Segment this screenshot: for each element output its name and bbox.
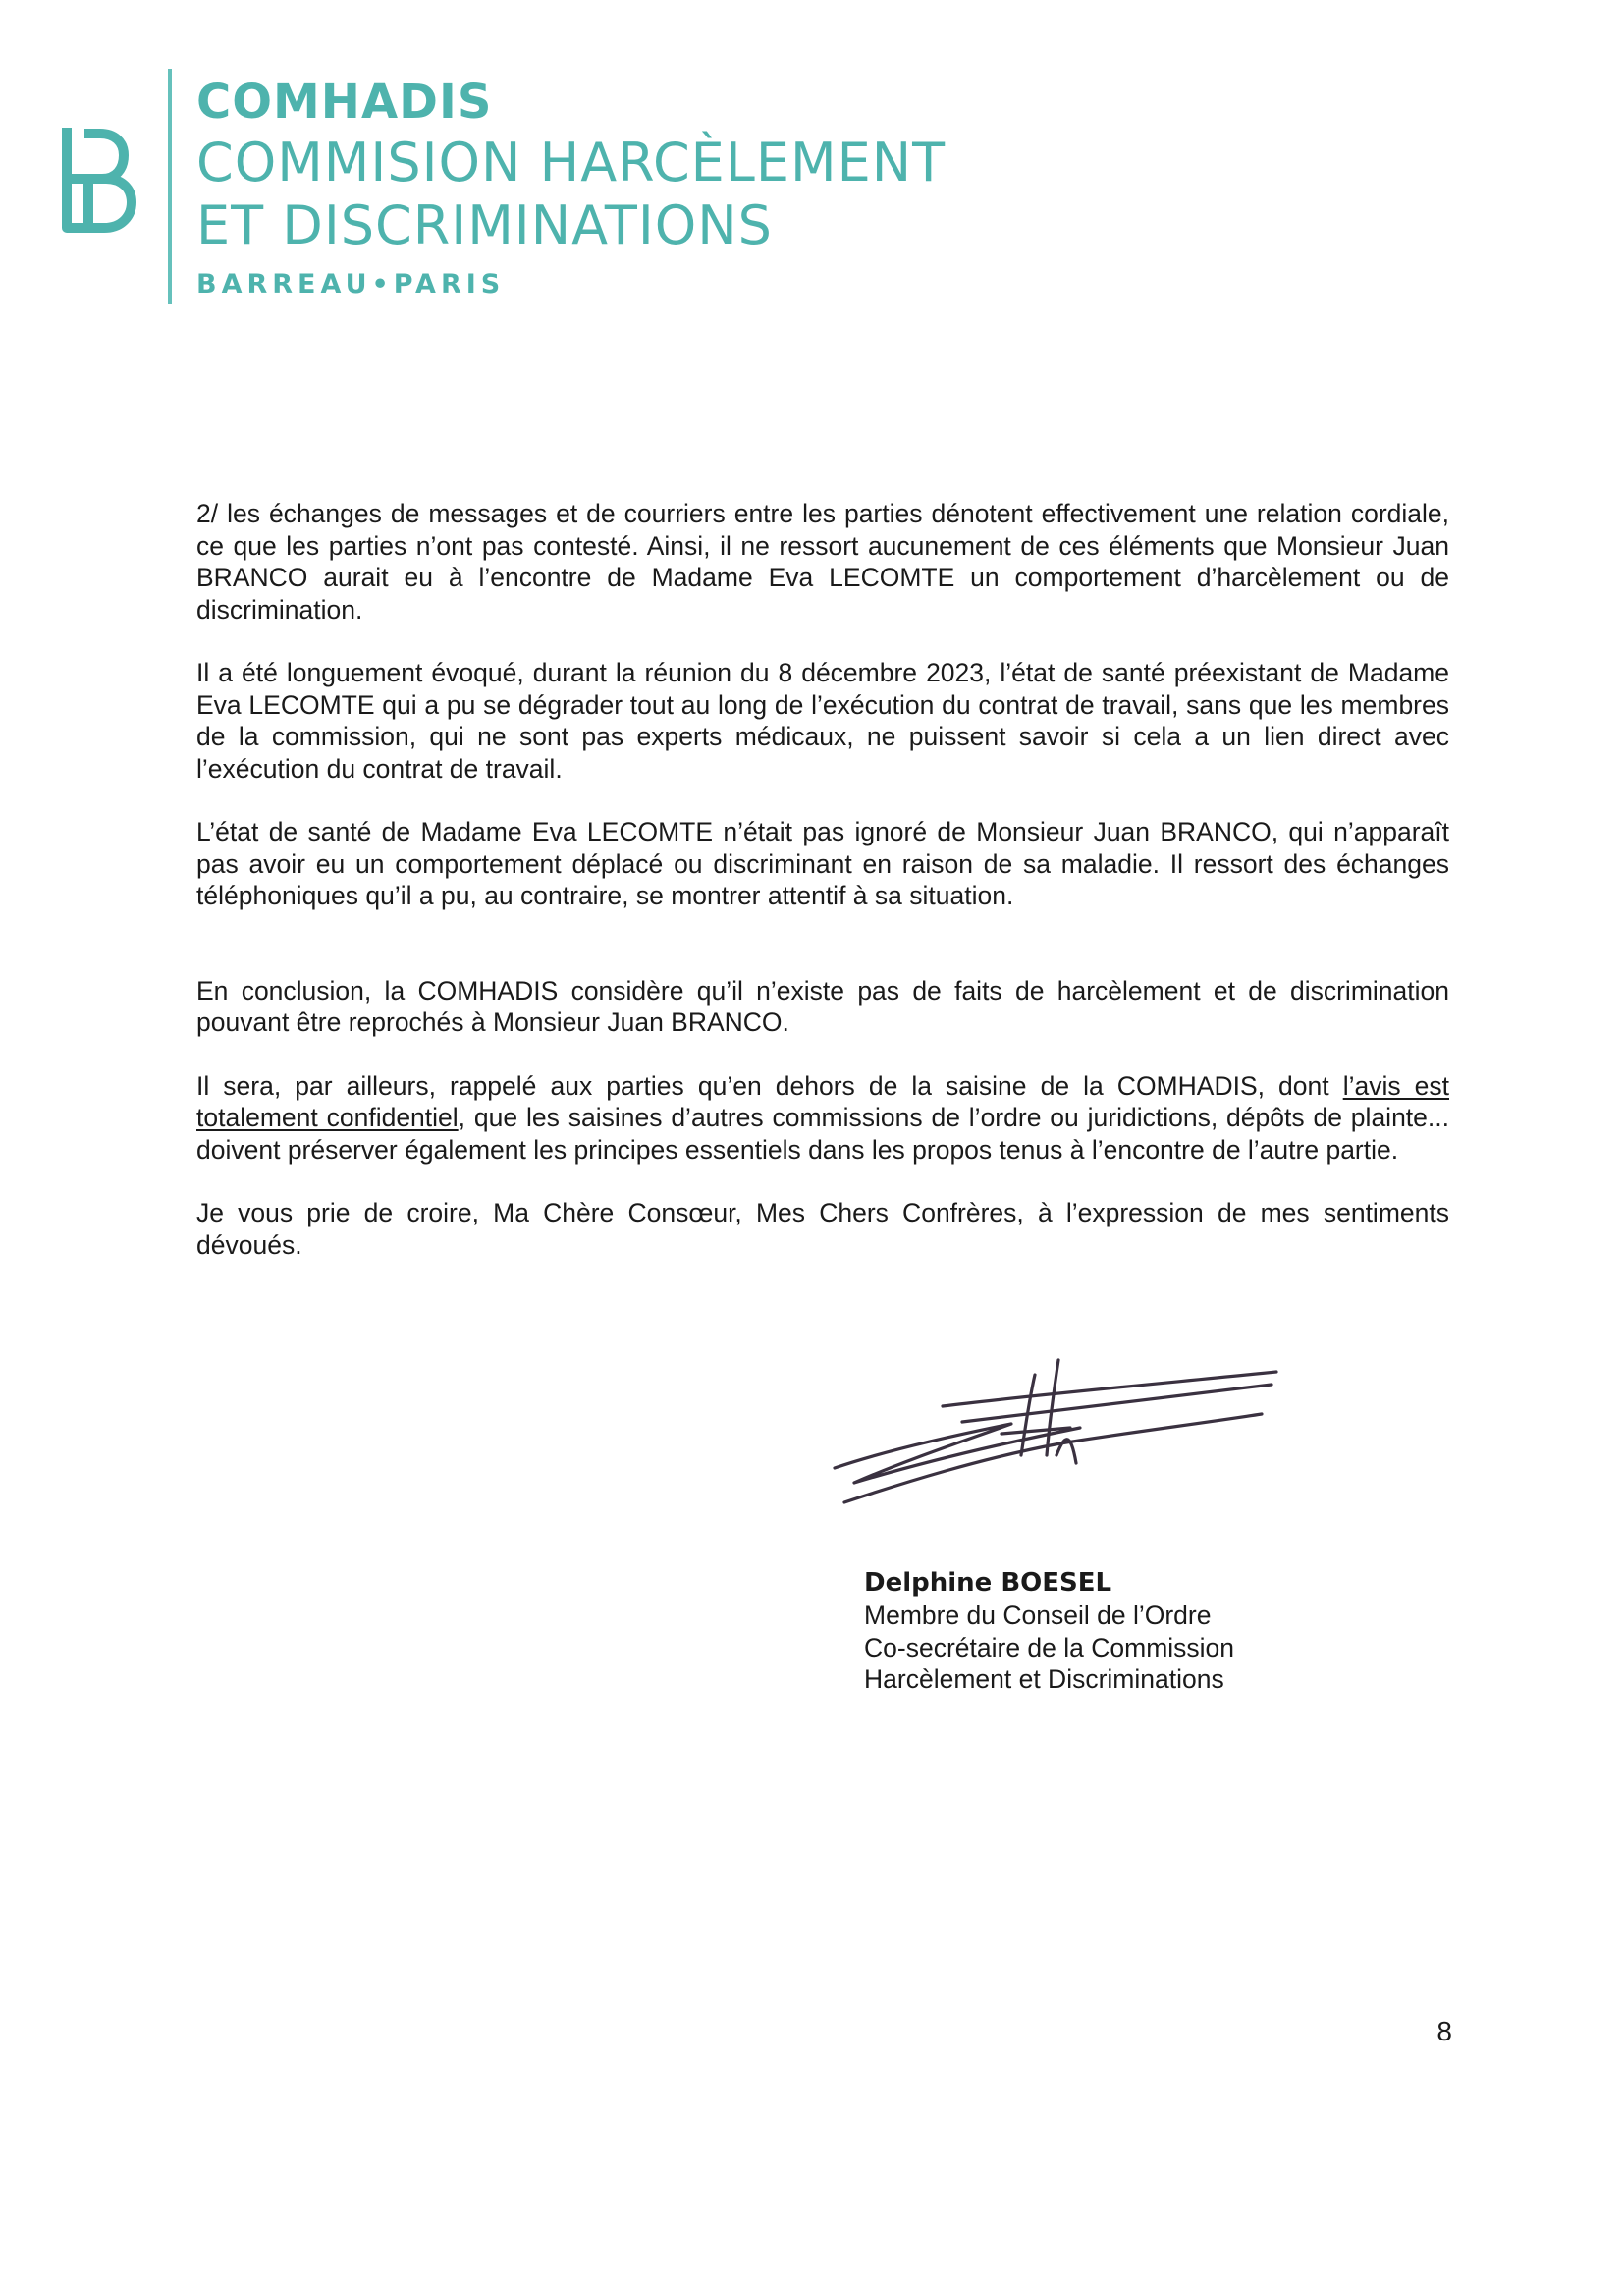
paragraph-conclusion: En conclusion, la COMHADIS considère qu’il n’existe pas de faits de harcèlement et de discrimination pouvant être reprochés à Monsieur Juan BRANCO. [196, 975, 1449, 1037]
signatory-title-line3: Harcèlement et Discriminations [864, 1664, 1224, 1694]
signatory-title-line2: Co-secrétaire de la Commission [864, 1632, 1235, 1662]
organization-name: COMHADIS [196, 75, 493, 130]
letter-body [196, 498, 1449, 1292]
paragraph-health-discussion: Il a été longuement évoqué, durant la réunion du 8 décembre 2023, l’état de santé préexistant de Madame Eva LECOMTE qui a pu se dégrader tout au long de l’exécution du contrat de travail, sans que les membres de la commission, qui ne sont pas experts médicaux, ne puissent savoir si cela a un lien direct avec l’exécution du contrat de travail. [196, 658, 1449, 784]
paragraph-closing: Je vous prie de croire, Ma Chère Consœur, Mes Chers Confrères, à l’expression de mes sentiments dévoués. [196, 1198, 1449, 1260]
confidentiality-underlined-text: l’avis est totalement confidentiel [196, 1070, 1449, 1132]
barreau-b-logo [59, 128, 137, 236]
letterhead [59, 69, 1041, 314]
commission-name-line1: COMMISION HARCÈLEMENT [196, 132, 947, 193]
signatory-title-line1: Membre du Conseil de l’Ordre [864, 1601, 1212, 1630]
confidentiality-text-start: Il sera, par ailleurs, rappelé aux parties qu’en dehors de la saisine de la COMHADIS, dont [196, 1070, 1343, 1101]
signatory-name: Delphine BOESEL [864, 1568, 1112, 1598]
handwritten-signature [825, 1345, 1286, 1522]
paragraph-confidentiality [196, 1070, 1449, 1167]
commission-name-line2: ET DISCRIMINATIONS [196, 194, 773, 256]
paragraph-exchanges: 2/ les échanges de messages et de courriers entre les parties dénotent effectivement une relation cordiale, ce que les parties n’ont pas contesté. Ainsi, il ne ressort aucunement de ces éléments que Monsieur Juan BRANCO aurait eu à l’encontre de Madame Eva LECOMTE un comportement d’harcèlement ou de discrimination. [196, 499, 1449, 625]
letterhead-divider [168, 69, 172, 304]
page-number: 8 [1436, 2016, 1452, 2046]
letterhead-text [196, 69, 946, 299]
paragraph-health-awareness: L’état de santé de Madame Eva LECOMTE n’était pas ignoré de Monsieur Juan BRANCO, qui n’apparaît pas avoir eu un comportement déplacé ou discriminant en raison de sa maladie. Il ressort des échanges téléphoniques qu’il a pu, au contraire, se montrer attentif à sa situation. [196, 817, 1449, 910]
confidentiality-text-end: , que les saisines d’autres commissions de l’ordre ou juridictions, dépôts de plainte... doivent préserver également les principes essentiels dans les propos tenus à l’encontre de l’autre partie. [196, 1103, 1449, 1165]
bar-name: BARREAU•PARIS [196, 269, 506, 299]
signature-block [864, 1566, 1234, 1696]
